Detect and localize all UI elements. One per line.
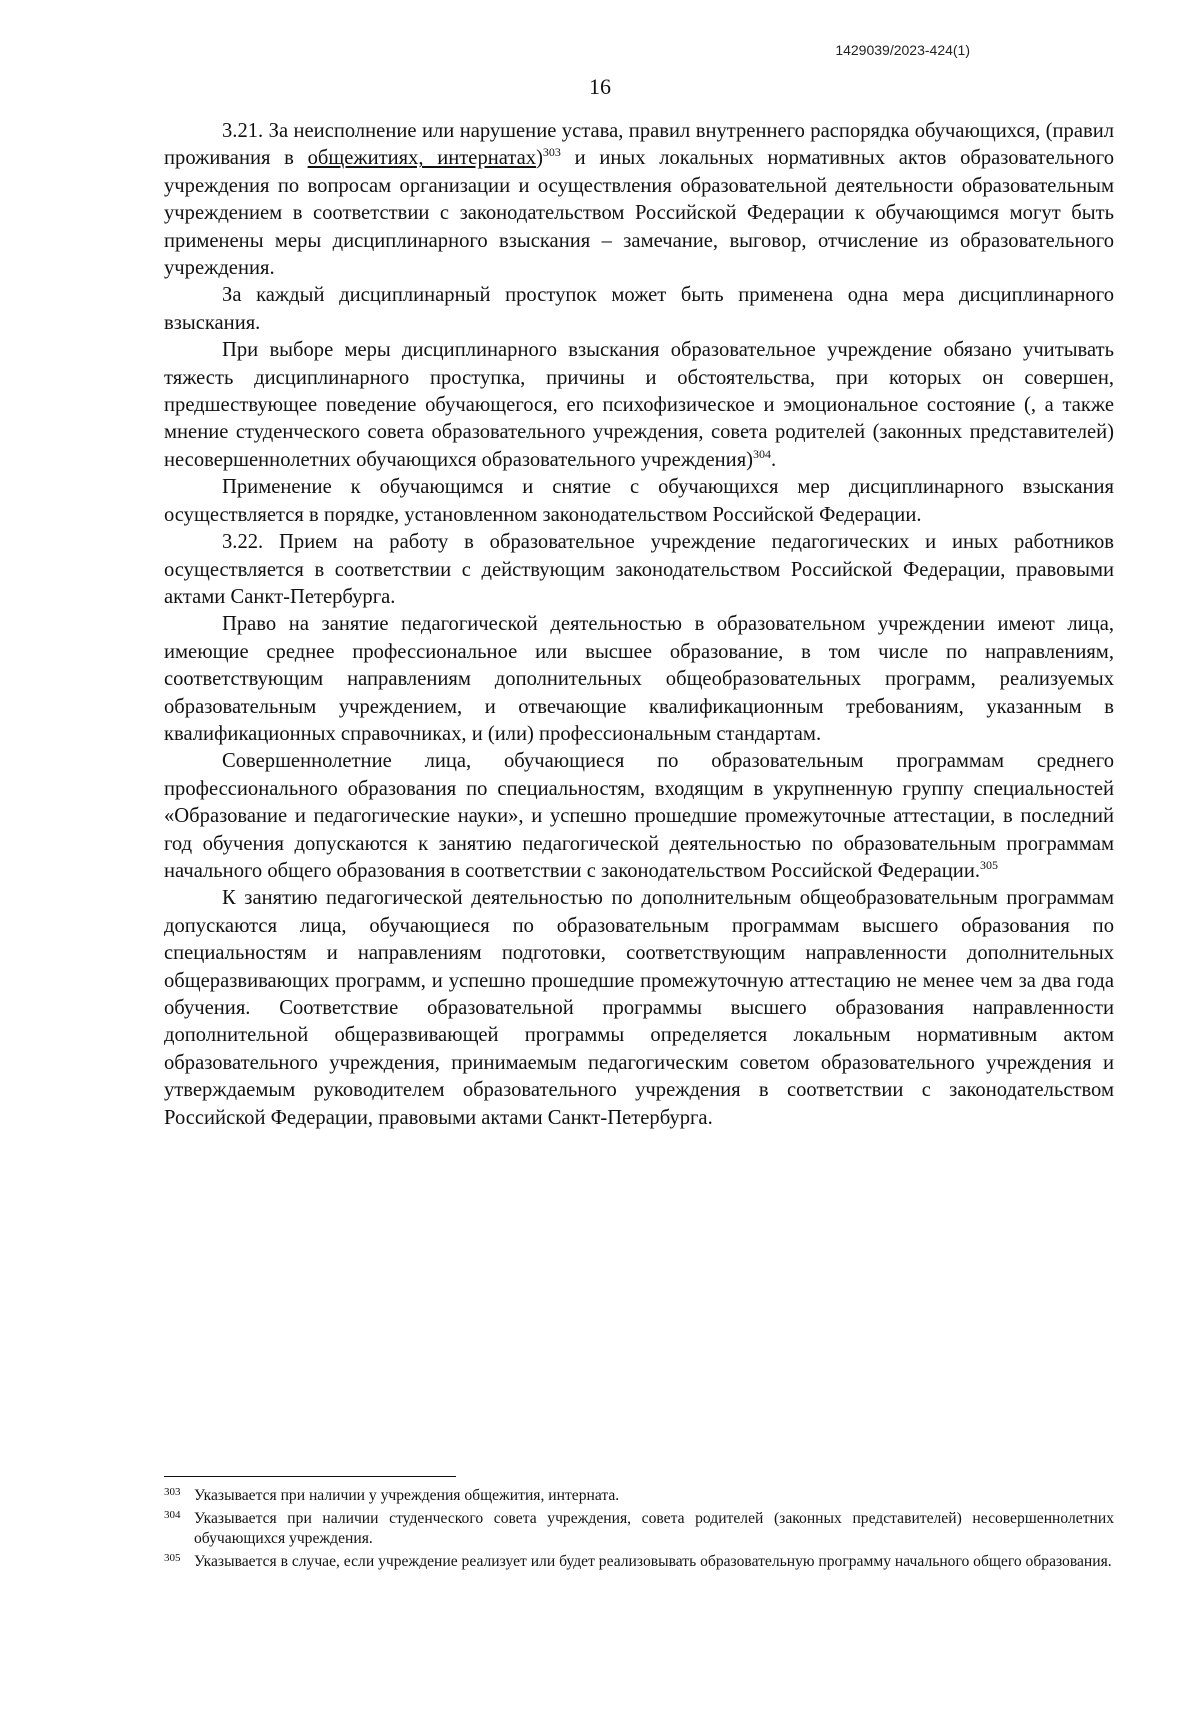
footnote-text: Указывается в случае, если учреждение реализует или будет реализовывать образовательную программу начального общего образования. <box>194 1553 1112 1570</box>
paragraph-text: и иных локальных нормативных актов образовательного учреждения по вопросам организации и осуществления образовательной деятельности образовательным учреждением в соответствии с законодательством Российской Федерации к обучающимся могут быть применены меры дисциплинарного взыскания – замечание, выговор, отчисление из образовательного учреждения. <box>164 147 1115 280</box>
footnote-305 <box>164 1552 1114 1572</box>
underlined-text: общежитиях, интернатах <box>307 147 537 170</box>
paragraph-additional-programs: К занятию педагогической деятельностью по дополнительным общеобразовательным программам допускаются лица, обучающиеся по образовательным программам высшего образования по специальностям и направлениям подготовки, соответствующим направленности дополнительных общеразвивающих программ, и успешно прошедшие промежуточную аттестацию не менее чем за два года обучения. Соответствие образовательной программы высшего образования направленности дополнительной общеразвивающей программы определяется локальным нормативным актом образовательного учреждения, принимаемым педагогическим советом образовательного учреждения и утверждаемым руководителем образовательного учреждения в соответствии с законодательством Российской Федерации, правовыми актами Санкт-Петербурга. <box>164 887 1114 1129</box>
footnote-separator <box>164 1476 456 1477</box>
paragraph-application-removal: Применение к обучающимся и снятие с обучающихся мер дисциплинарного взыскания осуществляется в порядке, установленном законодательством Российской Федерации. <box>164 476 1114 526</box>
footnote-number: 303 <box>164 1486 181 1498</box>
footnote-number: 305 <box>164 1552 181 1564</box>
paragraph-3-21 <box>164 118 1114 282</box>
footnote-304 <box>164 1509 1114 1549</box>
footnotes <box>164 1486 1114 1575</box>
paragraph-one-measure: За каждый дисциплинарный проступок может быть применена одна мера дисциплинарного взыскания. <box>164 284 1114 334</box>
footnote-ref-304: 304 <box>753 446 772 461</box>
paragraph-right-to-teach: Право на занятие педагогической деятельностью в образовательном учреждении имеют лица, имеющие среднее профессиональное или высшее образование, в том числе по направлениям, соответствующим направлениям дополнительных общеобразовательных программ, реализуемых образовательным учреждением, и отвечающие квалификационным требованиям, указанным в квалификационных справочниках, и (или) профессиональным стандартам. <box>164 613 1114 745</box>
paragraph-text: Совершеннолетние лица, обучающиеся по образовательным программам среднего профессионального образования по специальностям, входящим в укрупненную группу специальностей «Образование и педагогические науки», и успешно прошедшие промежуточные аттестации, в последний год обучения допускаются к занятию педагогической деятельностью по образовательным программам начального общего образования в соответствии с законодательством Российской Федерации. <box>164 750 1114 882</box>
paragraph-measure-selection <box>164 337 1114 474</box>
footnote-303 <box>164 1486 1114 1506</box>
footnote-number: 304 <box>164 1509 181 1521</box>
paragraph-text: При выборе меры дисциплинарного взыскания образовательное учреждение обязано учитывать тяжесть дисциплинарного проступка, причины и обстоятельства, при которых он совершен, предшествующее поведение обучающегося, его психофизическое и эмоциональное состояние (, а также мнение студенческого совета образовательного учреждения, совета родителей (законных представителей) несовершеннолетних обучающихся образовательного учреждения) <box>164 339 1114 471</box>
page-number: 16 <box>589 74 611 99</box>
paragraph-text: 3.21. За неисполнение или нарушение устава, правил внутреннего распорядка обучающихся, (правил проживания в <box>164 120 1114 170</box>
paragraph-text: ) <box>536 147 543 170</box>
paragraph-3-22: 3.22. Прием на работу в образовательное учреждение педагогических и иных работников осуществляется в соответствии с действующим законодательством Российской Федерации, правовыми актами Санкт-Петербурга. <box>164 531 1114 608</box>
footnote-ref-305: 305 <box>980 857 998 872</box>
paragraph-adult-students <box>164 748 1114 885</box>
document-body <box>164 118 1114 1132</box>
footnote-text: Указывается при наличии у учреждения общежития, интерната. <box>194 1487 620 1504</box>
footnote-ref-303: 303 <box>542 145 561 160</box>
document-id: 1429039/2023-424(1) <box>835 42 970 58</box>
footnote-text: Указывается при наличии студенческого совета учреждения, совета родителей (законных представителей) несовершеннолетних обучающихся учреждения. <box>194 1510 1114 1547</box>
paragraph-text: . <box>771 448 777 471</box>
